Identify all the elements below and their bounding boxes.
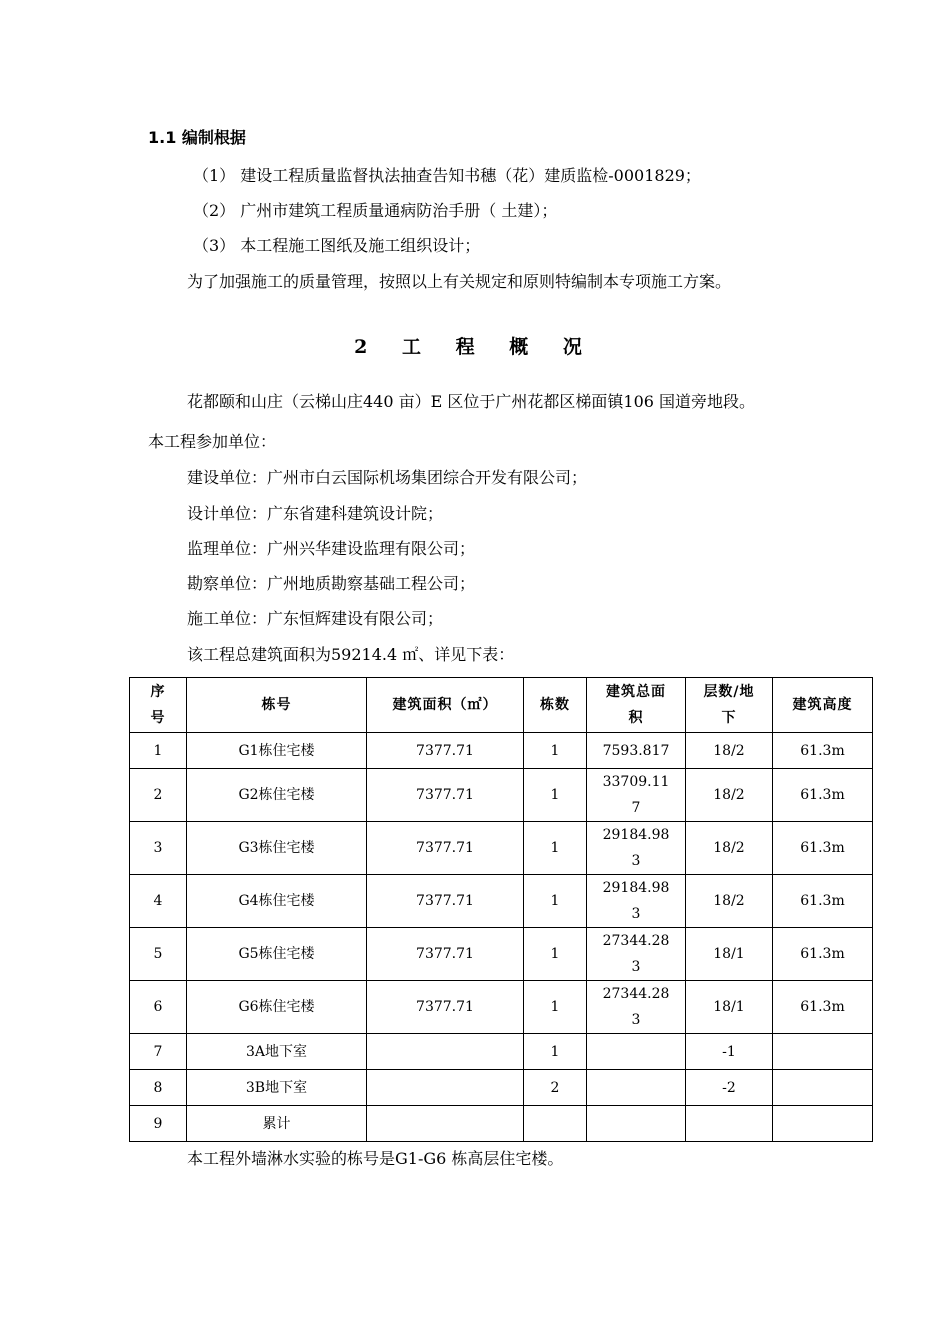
header-count: 栋数 [524,678,587,733]
cell-floor-area: 7377.71 [367,822,524,875]
cell-count: 1 [524,875,587,928]
cell-floors: 18/1 [686,981,773,1034]
table-row [130,1106,873,1142]
cell-floors: 18/2 [686,875,773,928]
cell-floors: 18/2 [686,822,773,875]
table-row [130,981,873,1034]
total-area-line: 该工程总建筑面积为59214.4 ㎡、详见下表： [187,645,515,664]
table-row [130,733,873,769]
table-row [130,1034,873,1070]
cell-total-area: 33709.117 [587,769,686,822]
cell-index: 8 [130,1070,187,1106]
chapter-title: 2 工 程 概 况 [354,336,596,358]
cell-floors: 18/1 [686,928,773,981]
cell-floor-area: 7377.71 [367,981,524,1034]
cell-index: 3 [130,822,187,875]
cell-height: 61.3m [773,769,873,822]
table-row [130,822,873,875]
cell-floor-area: 7377.71 [367,769,524,822]
cell-floor-area: 7377.71 [367,928,524,981]
cell-total-area: 27344.283 [587,981,686,1034]
cell-height: 61.3m [773,928,873,981]
cell-height [773,1070,873,1106]
cell-building: 3B地下室 [187,1070,367,1106]
cell-floors: 18/2 [686,769,773,822]
cell-total-area [587,1070,686,1106]
basis-summary: 为了加强施工的质量管理，按照以上有关规定和原则特编制本专项施工方案。 [187,272,732,291]
cell-total-area: 29184.983 [587,822,686,875]
header-floor-area: 建筑面积（㎡） [367,678,524,733]
table-row [130,928,873,981]
cell-building: 累计 [187,1106,367,1142]
cell-floor-area [367,1034,524,1070]
cell-floor-area [367,1070,524,1106]
cell-total-area: 29184.983 [587,875,686,928]
cell-count: 1 [524,769,587,822]
cell-count: 1 [524,928,587,981]
unit-supervision: 监理单位：广州兴华建设监理有限公司； [187,539,476,558]
cell-count: 1 [524,733,587,769]
cell-height: 61.3m [773,875,873,928]
unit-contractor: 施工单位：广东恒辉建设有限公司； [187,609,444,628]
cell-total-area: 7593.817 [587,733,686,769]
cell-floors: -1 [686,1034,773,1070]
intro-line-2: 本工程参加单位： [148,432,277,451]
cell-count [524,1106,587,1142]
cell-building: 3A地下室 [187,1034,367,1070]
cell-building: G6栋住宅楼 [187,981,367,1034]
cell-count: 1 [524,1034,587,1070]
cell-floors: -2 [686,1070,773,1106]
cell-building: G5栋住宅楼 [187,928,367,981]
cell-index: 2 [130,769,187,822]
unit-survey: 勘察单位：广州地质勘察基础工程公司； [187,574,476,593]
cell-height: 61.3m [773,733,873,769]
cell-total-area: 27344.283 [587,928,686,981]
table-row [130,1070,873,1106]
table-row [130,769,873,822]
cell-height: 61.3m [773,822,873,875]
unit-design: 设计单位：广东省建科建筑设计院； [187,504,444,523]
cell-total-area [587,1034,686,1070]
cell-building: G4栋住宅楼 [187,875,367,928]
cell-count: 2 [524,1070,587,1106]
header-height: 建筑高度 [773,678,873,733]
cell-index: 6 [130,981,187,1034]
header-building: 栋号 [187,678,367,733]
basis-item-2: （2） 广州市建筑工程质量通病防治手册（ 土建）； [193,201,558,220]
cell-count: 1 [524,981,587,1034]
cell-floors [686,1106,773,1142]
cell-index: 4 [130,875,187,928]
cell-floors: 18/2 [686,733,773,769]
cell-height [773,1106,873,1142]
cell-building: G3栋住宅楼 [187,822,367,875]
basis-item-3: （3） 本工程施工图纸及施工组织设计； [193,236,481,255]
cell-building: G2栋住宅楼 [187,769,367,822]
cell-height [773,1034,873,1070]
basis-item-1: （1） 建设工程质量监督执法抽查告知书穗（花）建质监检-0001829； [193,166,701,185]
section-heading: 1.1 编制根据 [148,128,246,147]
cell-floor-area [367,1106,524,1142]
intro-line-1: 花都颐和山庄（云梯山庄440 亩）E 区位于广州花都区梯面镇106 国道旁地段。 [187,392,756,411]
cell-index: 5 [130,928,187,981]
header-floors: 层数/地下 [686,678,773,733]
cell-floor-area: 7377.71 [367,875,524,928]
building-table [129,677,873,1142]
table-row [130,875,873,928]
header-total-area: 建筑总面积 [587,678,686,733]
cell-height: 61.3m [773,981,873,1034]
cell-count: 1 [524,822,587,875]
header-index: 序号 [130,678,187,733]
unit-construction-owner: 建设单位：广州市白云国际机场集团综合开发有限公司； [187,468,588,487]
cell-index: 9 [130,1106,187,1142]
table-header-row [130,678,873,733]
cell-index: 1 [130,733,187,769]
cell-index: 7 [130,1034,187,1070]
cell-total-area [587,1106,686,1142]
cell-building: G1栋住宅楼 [187,733,367,769]
closing-line: 本工程外墙淋水实验的栋号是G1-G6 栋高层住宅楼。 [187,1149,564,1168]
cell-floor-area: 7377.71 [367,733,524,769]
